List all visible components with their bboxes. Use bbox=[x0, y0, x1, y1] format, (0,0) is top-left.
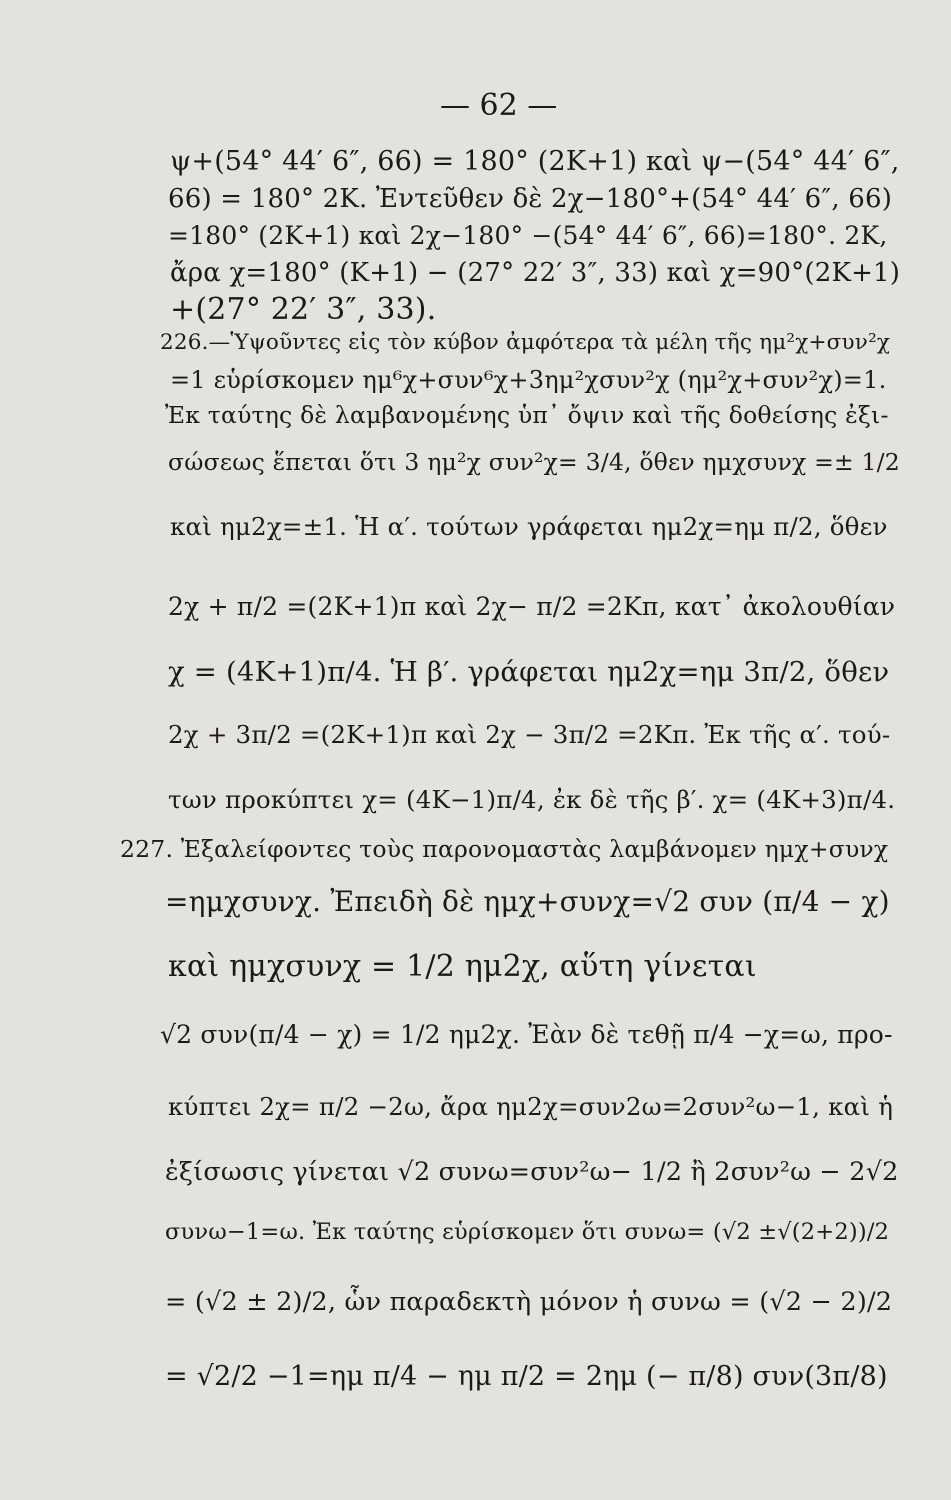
text-line: ἐξίσωσις γίνεται √2 συνω=συν²ω− 1/2 ἢ 2συν²ω − 2√2 bbox=[165, 1157, 899, 1187]
text-line: χ = (4Κ+1)π/4. Ἡ β′. γράφεται ημ2χ=ημ 3π/2, ὅθεν bbox=[168, 656, 890, 688]
text-line: των προκύπτει χ= (4Κ−1)π/4, ἐκ δὲ τῆς β′. χ= (4Κ+3)π/4. bbox=[168, 785, 896, 814]
text-line: 66) = 180° 2Κ. Ἐντεῦθεν δὲ 2χ−180°+(54° 44′ 6″, 66) bbox=[168, 184, 893, 214]
text-line: = (√2 ± 2)/2, ὧν παραδεκτὴ μόνον ἡ συνω = (√2 − 2)/2 bbox=[165, 1287, 893, 1317]
page-number: — 62 — bbox=[440, 88, 558, 123]
text-line: 2χ + π/2 =(2Κ+1)π καὶ 2χ− π/2 =2Κπ, κατ᾽ ἀκολουθίαν bbox=[168, 592, 896, 621]
text-line: 226.—Ὑψοῦντες εἰς τὸν κύβον ἀμφότερα τὰ μέλη τῆς ημ²χ+συν²χ bbox=[160, 330, 891, 355]
text-line: =ημχσυνχ. Ἐπειδὴ δὲ ημχ+συνχ=√2 συν (π/4 − χ) bbox=[165, 885, 890, 918]
text-line: =1 εὑρίσκομεν ημ⁶χ+συν⁶χ+3ημ²χσυν²χ (ημ²χ+συν²χ)=1. bbox=[170, 366, 887, 394]
text-line: ψ+(54° 44′ 6″, 66) = 180° (2Κ+1) καὶ ψ−(54° 44′ 6″, bbox=[170, 146, 900, 177]
text-line: =180° (2Κ+1) καὶ 2χ−180° −(54° 44′ 6″, 66)=180°. 2Κ, bbox=[168, 221, 888, 250]
text-line: ἄρα χ=180° (Κ+1) − (27° 22′ 3″, 33) καὶ χ=90°(2Κ+1) bbox=[170, 258, 901, 288]
text-line: = √2/2 −1=ημ π/4 − ημ π/2 = 2ημ (− π/8) συν(3π/8) bbox=[165, 1361, 888, 1392]
text-line: 2χ + 3π/2 =(2Κ+1)π καὶ 2χ − 3π/2 =2Κπ. Ἐκ τῆς α′. τού- bbox=[168, 720, 891, 749]
text-line: καὶ ημχσυνχ = 1/2 ημ2χ, αὕτη γίνεται bbox=[168, 949, 757, 984]
text-line: 227. Ἐξαλείφοντες τοὺς παρονομαστὰς λαμβάνομεν ημχ+συνχ bbox=[120, 835, 889, 863]
text-line: σώσεως ἕπεται ὅτι 3 ημ²χ συν²χ= 3/4, ὅθεν ημχσυνχ =± 1/2 bbox=[168, 448, 900, 476]
text-line: Ἐκ ταύτης δὲ λαμβανομένης ὑπ᾽ ὄψιν καὶ τῆς δοθείσης ἐξι- bbox=[165, 401, 889, 429]
text-line: συνω−1=ω. Ἐκ ταύτης εὑρίσκομεν ὅτι συνω= (√2 ±√(2+2))/2 bbox=[165, 1219, 890, 1245]
text-line: +(27° 22′ 3″, 33). bbox=[170, 292, 437, 327]
text-line: √2 συν(π/4 − χ) = 1/2 ημ2χ. Ἐὰν δὲ τεθῇ π/4 −χ=ω, προ- bbox=[160, 1020, 893, 1049]
text-line: καὶ ημ2χ=±1. Ἡ α′. τούτων γράφεται ημ2χ=ημ π/2, ὅθεν bbox=[170, 512, 888, 541]
text-line: κύπτει 2χ= π/2 −2ω, ἄρα ημ2χ=συν2ω=2συν²ω−1, καὶ ἡ bbox=[168, 1092, 894, 1121]
